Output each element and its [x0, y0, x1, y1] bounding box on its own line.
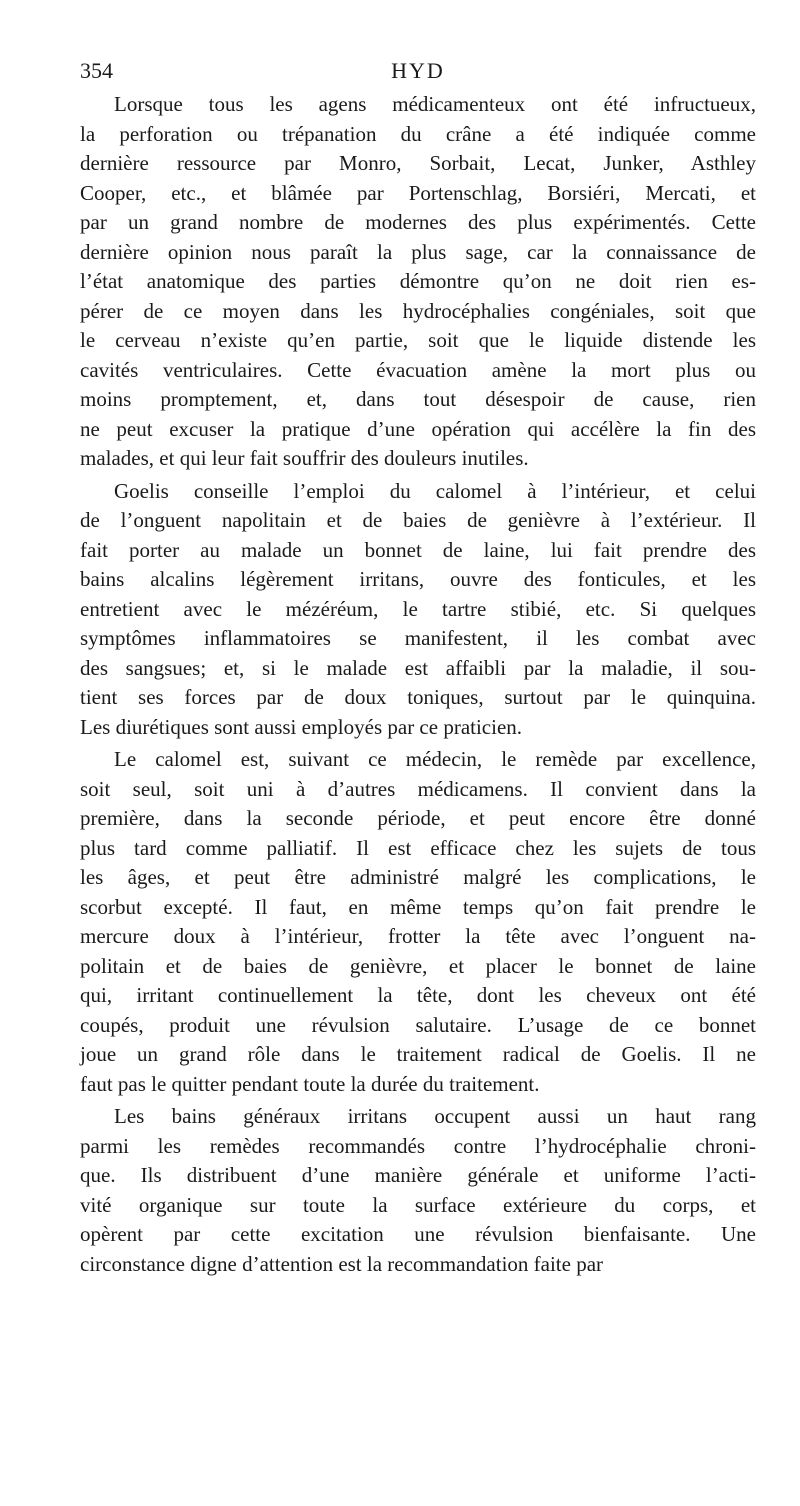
paragraph [80, 477, 756, 743]
text-line: opèrent par cette excitation une révulsion bienfaisante. Une [80, 1222, 756, 1246]
paragraph [80, 90, 756, 474]
text-line: faut pas le quitter pendant toute la durée du traitement. [80, 1071, 540, 1096]
text-line: Goelis conseille l’emploi du calomel à l’intérieur, et celui [114, 478, 756, 503]
text-line: première, dans la seconde période, et peut encore être donné [80, 806, 756, 830]
text-line: de l’onguent napolitain et de baies de genièvre à l’extérieur. Il [80, 508, 756, 532]
text-line: soit seul, soit uni à d’autres médicamens. Il convient dans la [80, 776, 756, 801]
text-line: par un grand nombre de modernes des plus expérimentés. Cette [80, 210, 756, 234]
text-line: cavités ventriculaires. Cette évacuation amène la mort plus ou [80, 357, 756, 382]
text-line: Cooper, etc., et blâmée par Portenschlag, Borsiéri, Mercati, et [80, 180, 756, 205]
text-line: le cerveau n’existe qu’en partie, soit que le liquide distende les [80, 328, 756, 352]
text-line: ne peut excuser la pratique d’une opération qui accélère la fin des [80, 416, 756, 441]
text-line: les âges, et peut être administré malgré les complications, le [80, 865, 756, 889]
text-line: vité organique sur toute la surface extérieure du corps, et [80, 1192, 756, 1217]
text-line: moins promptement, et, dans tout désespoir de cause, rien [80, 387, 756, 411]
text-line: des sangsues; et, si le malade est affaibli par la maladie, il sou- [80, 655, 756, 680]
text-line: plus tard comme palliatif. Il est efficace chez les sujets de tous [80, 835, 756, 860]
paragraph [80, 745, 756, 1099]
text-line: fait porter au malade un bonnet de laine, lui fait prendre des [80, 537, 756, 562]
text-line: entretient avec le mézéréum, le tartre stibié, etc. Si quelques [80, 596, 756, 621]
text-line: dernière opinion nous paraît la plus sage, car la connaissance de [80, 239, 756, 264]
text-line: malades, et qui leur fait souffrir des douleurs inutiles. [80, 446, 529, 470]
text-line: symptômes inflammatoires se manifestent, il les combat avec [80, 626, 756, 650]
text-line: scorbut excepté. Il faut, en même temps qu’on fait prendre le [80, 894, 756, 919]
text-line: parmi les remèdes recommandés contre l’hydrocéphalie chroni- [80, 1133, 756, 1158]
text-line: Les bains généraux irritans occupent aussi un haut rang [114, 1104, 756, 1128]
text-line: qui, irritant continuellement la tête, dont les cheveux ont été [80, 983, 756, 1007]
text-line: coupés, produit une révulsion salutaire. L’usage de ce bonnet [80, 1012, 756, 1037]
text-line: Lorsque tous les agens médicamenteux ont été infructueux, [114, 92, 756, 116]
text-line: circonstance digne d’attention est la recommandation faite par [80, 1251, 604, 1276]
text-line: Les diurétiques sont aussi employés par ce praticien. [80, 714, 523, 739]
running-head: HYD [391, 58, 445, 83]
text-line: bains alcalins légèrement irritans, ouvre des fonticules, et les [80, 567, 756, 591]
text-line: dernière ressource par Monro, Sorbait, Lecat, Junker, Asthley [80, 151, 756, 175]
text-line: mercure doux à l’intérieur, frotter la tête avec l’onguent na- [80, 924, 756, 948]
text-line: pérer de ce moyen dans les hydrocéphalies congéniales, soit que [80, 298, 756, 323]
text-line: Le calomel est, suivant ce médecin, le remède par excellence, [114, 747, 756, 771]
text-line: la perforation ou trépanation du crâne a été indiquée comme [80, 121, 756, 146]
text-line: politain et de baies de genièvre, et placer le bonnet de laine [80, 953, 756, 978]
body-text [80, 90, 756, 1282]
page-number: 354 [80, 58, 113, 83]
text-line: que. Ils distribuent d’une manière générale et uniforme l’acti- [80, 1163, 756, 1187]
text-line: l’état anatomique des parties démontre qu’on ne doit rien es- [80, 269, 756, 293]
paragraph [80, 1102, 756, 1279]
page-header [80, 58, 756, 88]
text-line: joue un grand rôle dans le traitement radical de Goelis. Il ne [80, 1042, 756, 1066]
text-line: tient ses forces par de doux toniques, surtout par le quinquina. [80, 685, 756, 709]
